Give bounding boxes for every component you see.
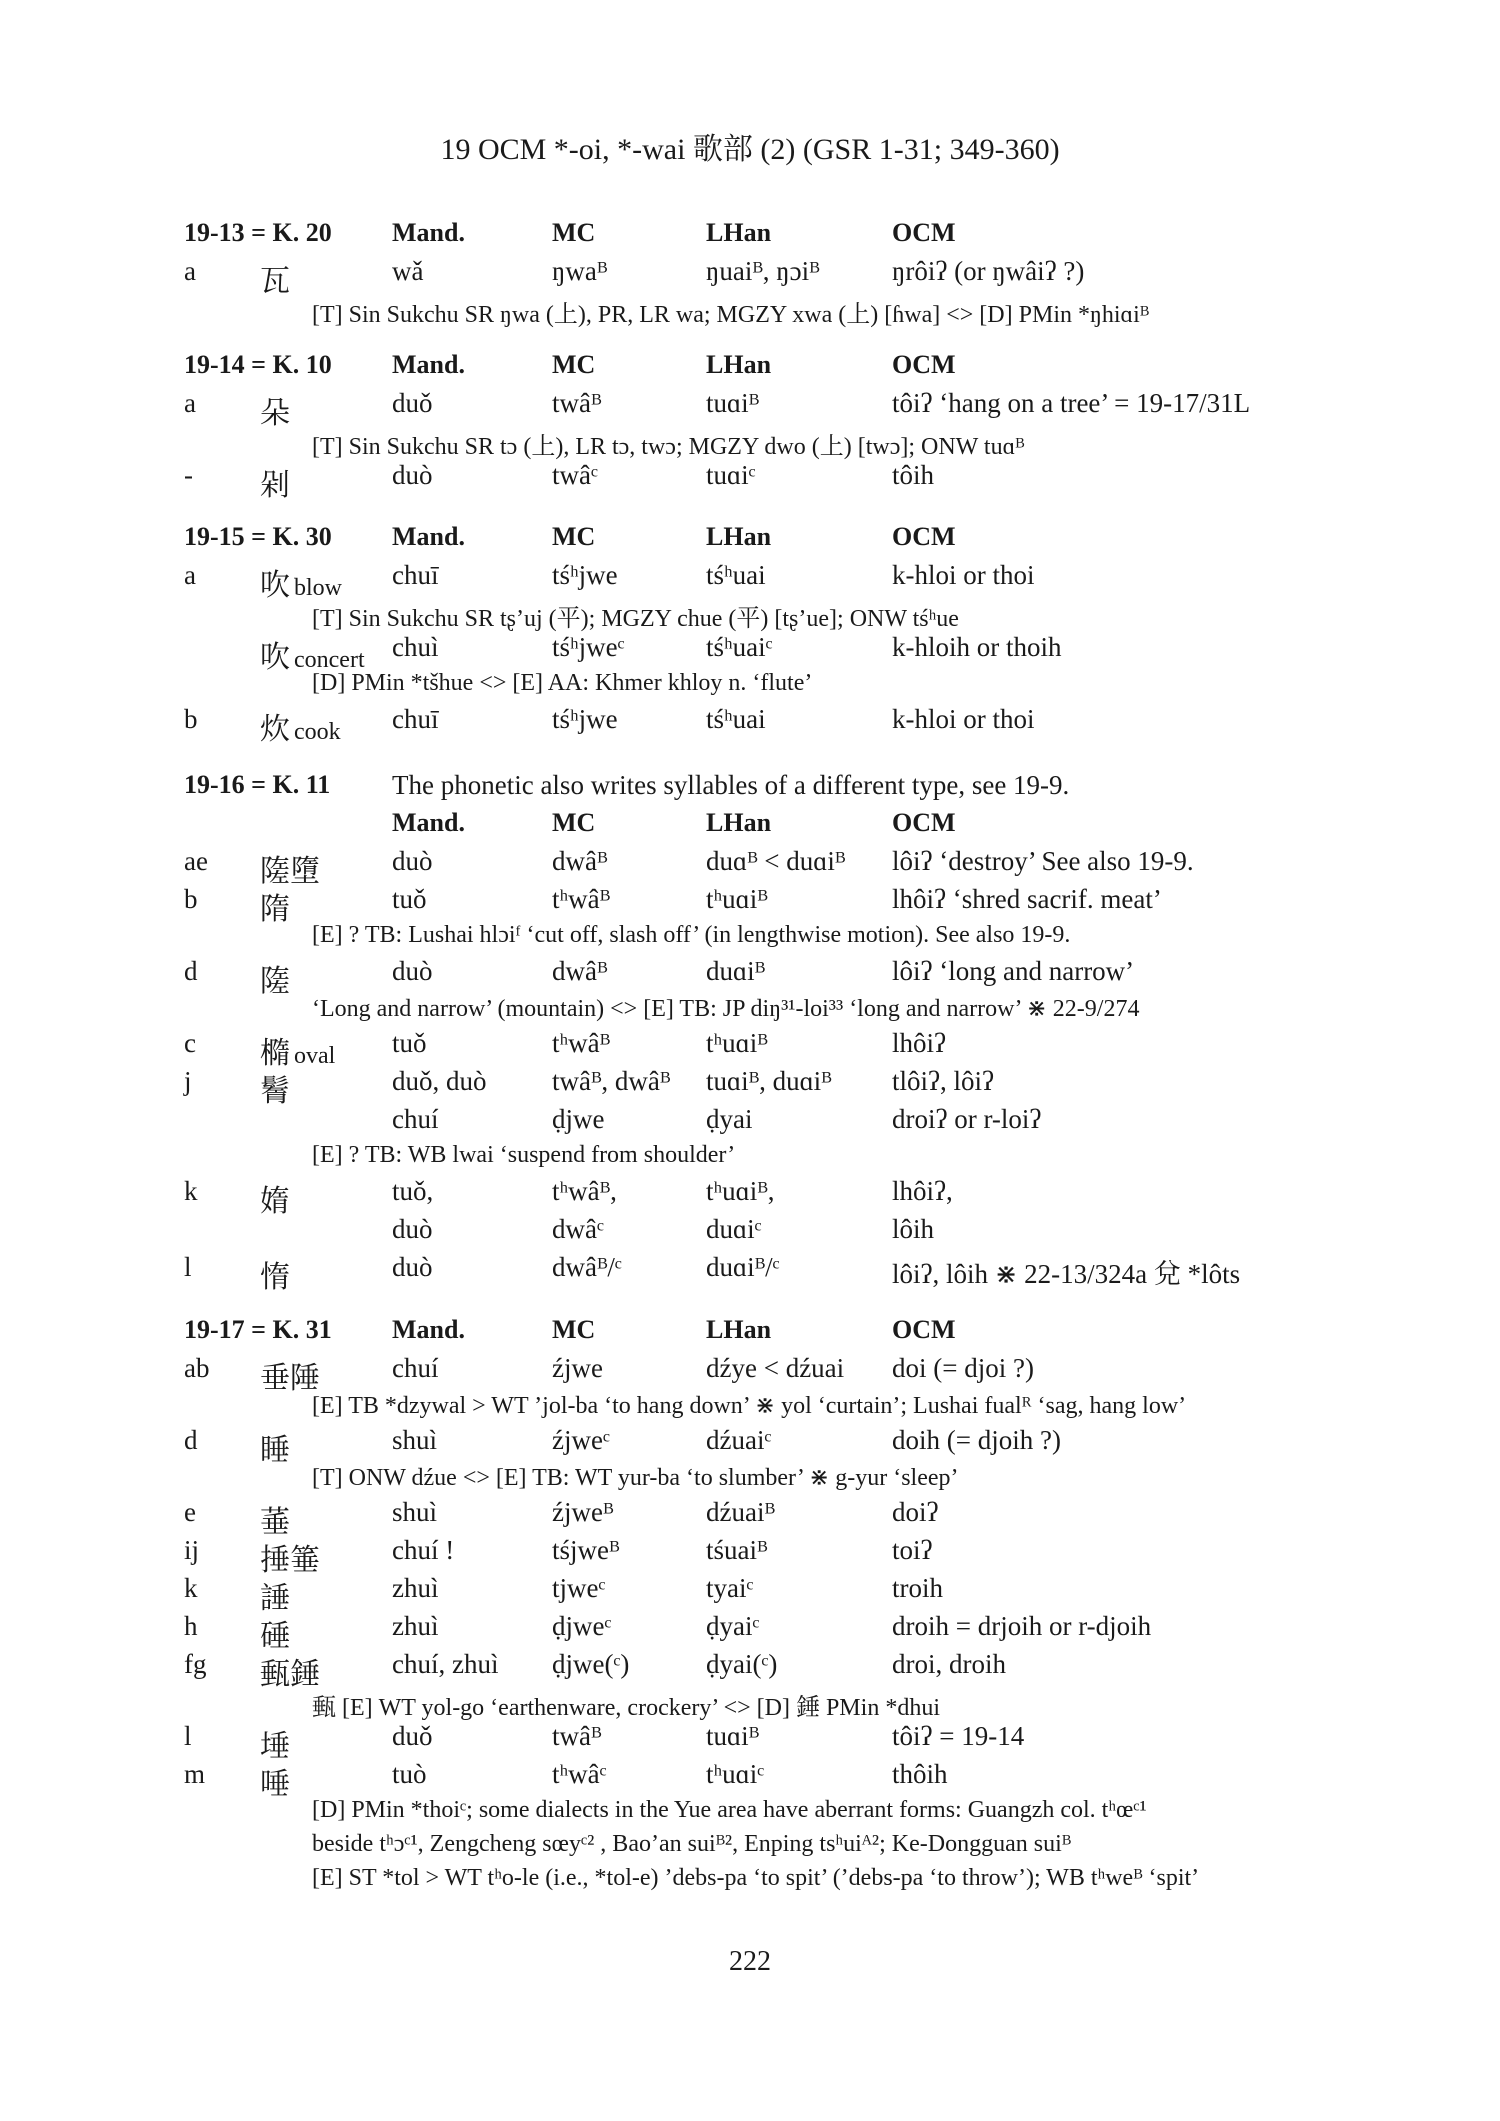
mandarin-reading: tuǒ, — [392, 1176, 434, 1206]
middle-chinese-reading: twâᴮ, dwâᴮ — [552, 1066, 671, 1096]
later-han-reading: tuɑiᶜ — [706, 460, 756, 490]
entry-character: 埵 — [260, 1730, 290, 1763]
note-text: 甀 [E] WT yol-go ‘earthenware, crockery’ <> [D] 錘 PMin *dhui — [312, 1695, 940, 1721]
section-id: 19-17 = K. 31 — [184, 1315, 332, 1344]
entry-row — [0, 1573, 1500, 1615]
middle-chinese-reading: źjweᶜ — [552, 1425, 610, 1455]
entry-character: 惰 — [260, 1261, 290, 1294]
note-row — [0, 1797, 1500, 1831]
middle-chinese-reading: źjwe — [552, 1353, 603, 1383]
entry-row — [0, 388, 1500, 430]
entry-letter: a — [184, 388, 196, 418]
entry-row — [0, 1214, 1500, 1252]
later-han-reading: tʰuɑiᴮ, — [706, 1176, 775, 1206]
entry-letter: k — [184, 1573, 198, 1603]
entry-character: 菙 — [260, 1506, 290, 1539]
entry-row — [0, 956, 1500, 998]
entry-letter: fg — [184, 1649, 207, 1679]
entry-character: 朵 — [260, 397, 290, 430]
later-han-reading: tʰuɑiᴮ — [706, 1028, 768, 1058]
entry-character: 隓 — [260, 965, 290, 998]
entry-row — [0, 1425, 1500, 1467]
entry-letter: h — [184, 1611, 198, 1641]
entry-row — [0, 1649, 1500, 1691]
old-chinese-reading: lôiʔ ‘long and narrow’ — [892, 956, 1135, 986]
section-heading-row — [0, 350, 1500, 388]
entry-letter: a — [184, 256, 196, 286]
entry-row — [0, 1176, 1500, 1218]
old-chinese-reading: k-hloih or thoih — [892, 632, 1062, 662]
entry-gloss: concert — [294, 647, 365, 673]
entry-letter: ij — [184, 1535, 200, 1565]
later-han-reading: tʰuɑiᶜ — [706, 1759, 765, 1789]
section-id: 19-14 = K. 10 — [184, 350, 332, 379]
old-chinese-reading: lôiʔ ‘destroy’ See also 19-9. — [892, 846, 1194, 876]
old-chinese-reading: k-hloi or thoi — [892, 560, 1035, 590]
later-han-reading: tśʰuai — [706, 704, 766, 734]
middle-chinese-reading: źjweᴮ — [552, 1497, 614, 1527]
note-row — [0, 1687, 1500, 1721]
column-header-ocm: OCM — [892, 350, 956, 379]
entry-letter: d — [184, 1425, 198, 1455]
entry-row — [0, 560, 1500, 602]
note-text: [D] PMin *thoiᶜ; some dialects in the Yue area have aberrant forms: Guangzh col. tʰœᶜ¹ — [312, 1797, 1147, 1823]
note-text: ‘Long and narrow’ (mountain) <> [E] TB: JP diŋ³¹-loi³³ ‘long and narrow’ ⋇ 22-9/274 — [312, 996, 1140, 1022]
mandarin-reading: shuì — [392, 1425, 438, 1455]
old-chinese-reading: k-hloi or thoi — [892, 704, 1035, 734]
entry-gloss: blow — [294, 575, 342, 601]
middle-chinese-reading: dwâᴮ — [552, 846, 608, 876]
middle-chinese-reading: twâᶜ — [552, 460, 598, 490]
entry-character: 睡 — [260, 1434, 290, 1467]
old-chinese-reading: lôih — [892, 1214, 935, 1244]
mandarin-reading: duò — [392, 956, 433, 986]
column-header-ocm: OCM — [892, 808, 956, 837]
entry-row — [0, 1497, 1500, 1539]
middle-chinese-reading: tśʰjwe — [552, 560, 618, 590]
middle-chinese-reading: ŋwaᴮ — [552, 256, 608, 286]
column-header-mand: Mand. — [392, 350, 465, 379]
column-header-lhan: LHan — [706, 350, 772, 379]
column-header-mc: MC — [552, 522, 596, 551]
later-han-reading: ḍyai(ᶜ) — [706, 1649, 778, 1679]
note-row — [0, 922, 1500, 956]
mandarin-reading: tuǒ — [392, 884, 427, 914]
old-chinese-reading: thôih — [892, 1759, 948, 1789]
entry-letter: a — [184, 560, 196, 590]
middle-chinese-reading: ḍjwe — [552, 1104, 605, 1134]
column-header-lhan: LHan — [706, 522, 772, 551]
old-chinese-reading: ŋrôiʔ (or ŋwâiʔ ?) — [892, 256, 1085, 286]
column-header-mand: Mand. — [392, 522, 465, 551]
middle-chinese-reading: tśʰjwe — [552, 704, 618, 734]
entry-row — [0, 846, 1500, 888]
note-text: [T] Sin Sukchu SR tʂ’uj (平); MGZY chue (平) [tʂ’ue]; ONW tśʰue — [312, 606, 959, 632]
entry-character: 硾 — [260, 1620, 290, 1653]
old-chinese-reading: troih — [892, 1573, 943, 1603]
section — [0, 770, 1500, 1294]
section-heading-row — [0, 1315, 1500, 1353]
entry-row — [0, 1066, 1500, 1108]
note-text: [D] PMin *tšhue <> [E] AA: Khmer khloy n. ‘flute’ — [312, 670, 813, 696]
entry-character: 諈 — [260, 1582, 290, 1615]
later-han-reading: duɑiᴮ/ᶜ — [706, 1252, 780, 1282]
entry-letter: ab — [184, 1353, 210, 1383]
column-header-mand: Mand. — [392, 1315, 465, 1344]
later-han-reading: tśʰuai — [706, 560, 766, 590]
old-chinese-reading: tlôiʔ, lôiʔ — [892, 1066, 994, 1096]
entry-letter: b — [184, 704, 198, 734]
note-row — [0, 1142, 1500, 1176]
entry-letter: k — [184, 1176, 198, 1206]
note-row — [0, 1831, 1500, 1865]
mandarin-reading: zhuì — [392, 1611, 439, 1641]
mandarin-reading: duò — [392, 460, 433, 490]
entry-row — [0, 1759, 1500, 1801]
later-han-reading: tuɑiᴮ — [706, 388, 760, 418]
mandarin-reading: zhuì — [392, 1573, 439, 1603]
later-han-reading: tuɑiᴮ, duɑiᴮ — [706, 1066, 832, 1096]
mandarin-reading: chuì — [392, 632, 439, 662]
entry-character: 剁 — [260, 469, 290, 502]
old-chinese-reading: doiʔ — [892, 1497, 939, 1527]
middle-chinese-reading: twâᴮ — [552, 1721, 602, 1751]
note-row — [0, 1463, 1500, 1497]
middle-chinese-reading: tʰwâᶜ — [552, 1759, 607, 1789]
entry-row — [0, 1535, 1500, 1577]
section-heading-row — [0, 522, 1500, 560]
entry-character: 隋 — [260, 893, 290, 926]
section — [0, 350, 1500, 502]
middle-chinese-reading: tśʰjweᶜ — [552, 632, 625, 662]
middle-chinese-reading: tjweᶜ — [552, 1573, 606, 1603]
entry-row — [0, 632, 1500, 674]
old-chinese-reading: tôiʔ ‘hang on a tree’ = 19-17/31L — [892, 388, 1251, 418]
old-chinese-reading: droih = drjoih or r-djoih — [892, 1611, 1152, 1641]
section — [0, 522, 1500, 746]
entry-row — [0, 1104, 1500, 1142]
note-row — [0, 426, 1500, 460]
old-chinese-reading: toiʔ — [892, 1535, 933, 1565]
column-header-mc: MC — [552, 1315, 596, 1344]
later-han-reading: dźuaiᴮ — [706, 1497, 775, 1527]
old-chinese-reading: tôih — [892, 460, 935, 490]
entry-row — [0, 256, 1500, 298]
old-chinese-reading: lhôiʔ, — [892, 1176, 953, 1206]
note-text: [E] ? TB: WB lwai ‘suspend from shoulder’ — [312, 1142, 736, 1168]
column-header-mand: Mand. — [392, 808, 465, 837]
entry-letter: ae — [184, 846, 208, 876]
entry-row — [0, 704, 1500, 746]
section-id: 19-15 = K. 30 — [184, 522, 332, 551]
note-row — [0, 670, 1500, 704]
entry-gloss: oval — [294, 1043, 336, 1069]
note-text: [T] ONW dźue <> [E] TB: WT yur-ba ‘to slumber’ ⋇ g-yur ‘sleep’ — [312, 1465, 959, 1491]
middle-chinese-reading: ḍjweᶜ — [552, 1611, 612, 1641]
later-han-reading: duɑiᴮ — [706, 956, 766, 986]
entry-row — [0, 884, 1500, 926]
entry-letter: e — [184, 1497, 196, 1527]
entry-row — [0, 1353, 1500, 1395]
column-header-ocm: OCM — [892, 522, 956, 551]
note-text: beside tʰɔᶜ¹, Zengcheng sœyᶜ² , Bao’an suiᴮ², Enping tsʰuiᴬ²; Ke-Dongguan suiᴮ — [312, 1831, 1072, 1857]
middle-chinese-reading: tʰwâᴮ — [552, 1028, 611, 1058]
mandarin-reading: duǒ — [392, 1721, 433, 1751]
mandarin-reading: duò — [392, 846, 433, 876]
entry-letter: - — [184, 460, 193, 490]
column-header-mc: MC — [552, 808, 596, 837]
middle-chinese-reading: tśjweᴮ — [552, 1535, 620, 1565]
entry-letter: d — [184, 956, 198, 986]
note-text: [E] ST *tol > WT tʰo-le (i.e., *tol-e) ’debs-pa ‘to spit’ (’debs-pa ‘to throw’); WB tʰweᴮ ‘spit’ — [312, 1865, 1200, 1891]
note-text: [E] ? TB: Lushai hlɔiᶠ ‘cut off, slash off’ (in lengthwise motion). See also 19-9. — [312, 922, 1071, 948]
middle-chinese-reading: dwâᴮ/ᶜ — [552, 1252, 622, 1282]
mandarin-reading: chuī — [392, 560, 439, 590]
entry-character: 吹 concert — [260, 641, 365, 674]
old-chinese-reading: lôiʔ, lôih ⋇ 22-13/324a 兌 *lôts — [892, 1259, 1241, 1289]
entry-character: 甀錘 — [260, 1658, 320, 1691]
section-id: 19-16 = K. 11 — [184, 770, 331, 799]
section-heading-row — [0, 218, 1500, 256]
mandarin-reading: chuí — [392, 1104, 439, 1134]
section-description: The phonetic also writes syllables of a different type, see 19-9. — [392, 770, 1070, 800]
old-chinese-reading: lhôiʔ — [892, 1028, 946, 1058]
mandarin-reading: chuí, zhuì — [392, 1649, 499, 1679]
entry-character: 吹 blow — [260, 569, 342, 602]
section-heading-row — [0, 770, 1500, 808]
note-text: [T] Sin Sukchu SR tɔ (上), LR tɔ, twɔ; MGZY dwo (上) [twɔ]; ONW tuɑᴮ — [312, 434, 1025, 460]
later-han-reading: ŋuaiᴮ, ŋɔiᴮ — [706, 256, 820, 286]
entry-row — [0, 1252, 1500, 1294]
running-header: 19 OCM *-oi, *-wai 歌部 (2) (GSR 1-31; 349-360) — [440, 133, 1060, 166]
note-row — [0, 294, 1500, 328]
column-header-mand: Mand. — [392, 218, 465, 247]
mandarin-reading: duǒ — [392, 388, 433, 418]
section-id: 19-13 = K. 20 — [184, 218, 332, 247]
column-header-ocm: OCM — [892, 1315, 956, 1344]
later-han-reading: duɑiᶜ — [706, 1214, 762, 1244]
entry-gloss: cook — [294, 719, 341, 745]
column-header-lhan: LHan — [706, 1315, 772, 1344]
middle-chinese-reading: tʰwâᴮ — [552, 884, 611, 914]
note-row — [0, 994, 1500, 1028]
mandarin-reading: chuí — [392, 1353, 439, 1383]
column-header-mc: MC — [552, 350, 596, 379]
column-header-lhan: LHan — [706, 218, 772, 247]
entry-character: 垂陲 — [260, 1362, 320, 1395]
entry-letter: l — [184, 1721, 192, 1751]
column-header-row — [0, 808, 1500, 846]
entry-row — [0, 460, 1500, 502]
section — [0, 1315, 1500, 1899]
middle-chinese-reading: dwâᴮ — [552, 956, 608, 986]
old-chinese-reading: doih (= djoih ?) — [892, 1425, 1061, 1455]
mandarin-reading: duǒ, duò — [392, 1066, 487, 1096]
later-han-reading: dźye < dźuai — [706, 1353, 845, 1383]
entry-character: 媠 — [260, 1185, 290, 1218]
entry-character: 捶箠 — [260, 1544, 320, 1577]
entry-character: 橢 oval — [260, 1037, 336, 1070]
mandarin-reading: duò — [392, 1252, 433, 1282]
entry-character: 鬌 — [260, 1075, 290, 1108]
entry-row — [0, 1028, 1500, 1070]
entry-letter: j — [184, 1066, 192, 1096]
entry-character: 炊 cook — [260, 713, 341, 746]
entry-row — [0, 1721, 1500, 1763]
entry-character: 唾 — [260, 1768, 290, 1801]
section — [0, 218, 1500, 328]
mandarin-reading: duò — [392, 1214, 433, 1244]
note-row — [0, 1391, 1500, 1425]
later-han-reading: tuɑiᴮ — [706, 1721, 760, 1751]
entry-row — [0, 1611, 1500, 1653]
mandarin-reading: chuī — [392, 704, 439, 734]
middle-chinese-reading: ḍjwe(ᶜ) — [552, 1649, 630, 1679]
later-han-reading: tʰuɑiᴮ — [706, 884, 768, 914]
old-chinese-reading: tôiʔ = 19-14 — [892, 1721, 1025, 1751]
note-text: [T] Sin Sukchu SR ŋwa (上), PR, LR wa; MGZY xwa (上) [ɦwa] <> [D] PMin *ŋhiɑiᴮ — [312, 302, 1150, 328]
mandarin-reading: shuì — [392, 1497, 438, 1527]
entry-letter: b — [184, 884, 198, 914]
page-number: 222 — [729, 1946, 771, 1977]
note-row — [0, 1865, 1500, 1899]
note-row — [0, 598, 1500, 632]
old-chinese-reading: lhôiʔ ‘shred sacrif. meat’ — [892, 884, 1162, 914]
middle-chinese-reading: dwâᶜ — [552, 1214, 604, 1244]
column-header-ocm: OCM — [892, 218, 956, 247]
entry-character: 隓墮 — [260, 855, 320, 888]
later-han-reading: ḍyaiᶜ — [706, 1611, 760, 1641]
later-han-reading: duɑᴮ < duɑiᴮ — [706, 846, 846, 876]
entry-letter: c — [184, 1028, 196, 1058]
mandarin-reading: tuǒ — [392, 1028, 427, 1058]
column-header-lhan: LHan — [706, 808, 772, 837]
old-chinese-reading: droi, droih — [892, 1649, 1006, 1679]
entry-character: 瓦 — [260, 265, 290, 298]
middle-chinese-reading: twâᴮ — [552, 388, 602, 418]
mandarin-reading: wǎ — [392, 256, 424, 286]
entry-letter: l — [184, 1252, 192, 1282]
later-han-reading: tyaiᶜ — [706, 1573, 754, 1603]
middle-chinese-reading: tʰwâᴮ, — [552, 1176, 617, 1206]
column-header-mc: MC — [552, 218, 596, 247]
mandarin-reading: chuí ! — [392, 1535, 455, 1565]
later-han-reading: tśuaiᴮ — [706, 1535, 768, 1565]
later-han-reading: dźuaiᶜ — [706, 1425, 772, 1455]
old-chinese-reading: doi (= djoi ?) — [892, 1353, 1034, 1383]
later-han-reading: tśʰuaiᶜ — [706, 632, 773, 662]
later-han-reading: ḍyai — [706, 1104, 753, 1134]
old-chinese-reading: droiʔ or r-loiʔ — [892, 1104, 1042, 1134]
note-text: [E] TB *dzywal > WT ’jol-ba ‘to hang down’ ⋇ yol ‘curtain’; Lushai fualᴿ ‘sag, hang low’ — [312, 1393, 1187, 1419]
mandarin-reading: tuò — [392, 1759, 427, 1789]
entry-letter: m — [184, 1759, 206, 1789]
